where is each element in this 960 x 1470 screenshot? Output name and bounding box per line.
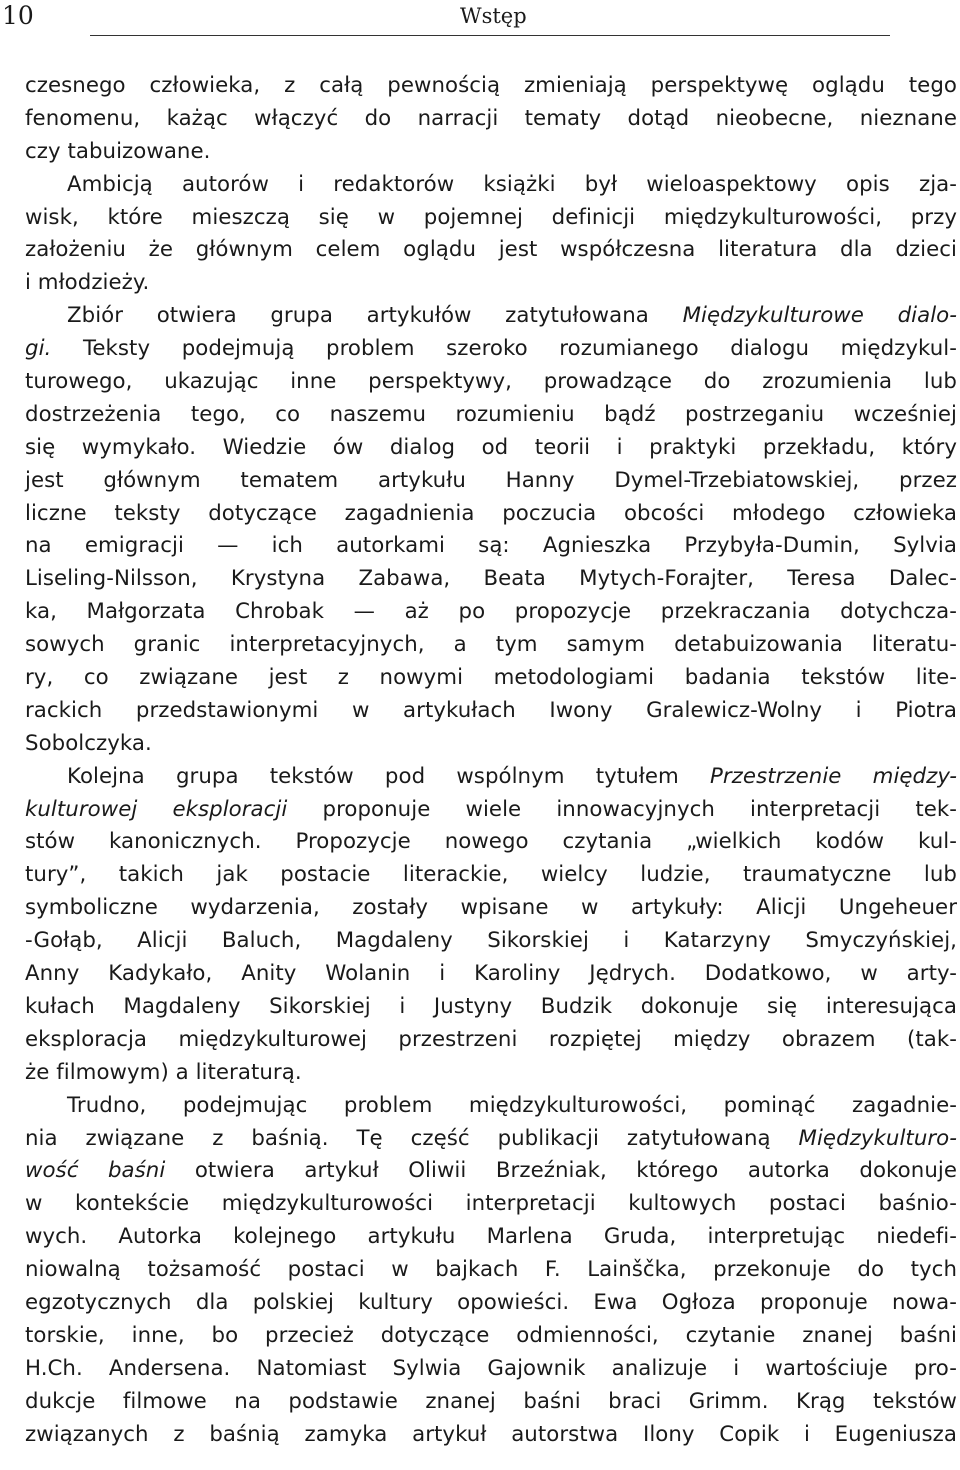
text-segment: że filmowym) a literaturą.	[25, 1059, 302, 1085]
text-line	[25, 465, 957, 498]
text-line	[25, 1353, 957, 1386]
text-line	[25, 958, 957, 991]
text-line	[25, 498, 957, 531]
text-segment: Liseling-Nilsson, Krystyna Zabawa, Beata Mytych-Forajter, Teresa Dalec-	[25, 566, 957, 592]
text-line	[25, 794, 957, 827]
text-segment: nia związane z baśnią. Tę część publikacji zatytułowaną	[25, 1125, 799, 1151]
text-segment: rackich przedstawionymi w artykułach Iwony Gralewicz-Wolny i Piotra	[25, 697, 957, 723]
text-line	[25, 1254, 957, 1287]
text-line	[25, 1123, 957, 1156]
text-segment: Sobolczyka.	[25, 730, 152, 756]
text-segment: wych. Autorka kolejnego artykułu Marlena Gruda, interpretując niedefi-	[25, 1224, 957, 1250]
text-line	[25, 333, 957, 366]
italic-title-text: gi.	[25, 336, 52, 362]
text-segment: Zbiór otwiera grupa artykułów zatytułowana	[67, 303, 683, 329]
text-segment: liczne teksty dotyczące zagadnienia poczucia obcości młodego człowieka	[25, 500, 957, 526]
text-line	[25, 399, 957, 432]
italic-title-text: wość baśni	[25, 1158, 166, 1184]
text-segment: wisk, które mieszczą się w pojemnej definicji międzykulturowości, przy	[25, 204, 957, 230]
text-line	[25, 1287, 957, 1320]
text-line	[25, 728, 957, 761]
text-line	[25, 695, 957, 728]
text-line	[25, 70, 957, 103]
text-line	[25, 103, 957, 136]
text-line	[25, 1024, 957, 1057]
text-line	[25, 662, 957, 695]
text-segment: czesnego człowieka, z całą pewnością zmieniają perspektywę oglądu tego	[25, 73, 957, 98]
text-line	[25, 1057, 957, 1090]
text-segment: -Gołąb, Alicji Baluch, Magdaleny Sikorskiej i Katarzyny Smyczyńskiej,	[25, 928, 957, 954]
text-segment: dukcje filmowe na podstawie znanej baśni braci Grimm. Krąg tekstów	[25, 1388, 957, 1414]
text-line	[25, 563, 957, 596]
text-segment: czy tabuizowane.	[25, 138, 211, 164]
text-line	[25, 366, 957, 399]
text-line	[25, 1419, 957, 1452]
text-segment: Teksty podejmują problem szeroko rozumianego dialogu międzykul-	[51, 336, 957, 362]
text-segment: i młodzieży.	[25, 270, 150, 296]
text-line	[25, 892, 957, 925]
text-line	[25, 761, 957, 794]
page-number: 10	[2, 1, 34, 30]
text-segment: symboliczne wydarzenia, zostały wpisane w artykuły: Alicji Ungeheuer	[25, 895, 957, 921]
text-line	[25, 267, 957, 300]
text-segment: dostrzeżenia tego, co naszemu rozumieniu bądź postrzeganiu wcześniej	[25, 401, 957, 427]
text-line	[25, 826, 957, 859]
italic-title-text: kulturowej eksploracji	[25, 796, 288, 822]
text-segment: Kolejna grupa tekstów pod wspólnym tytułem	[67, 763, 710, 789]
text-segment: jest głównym tematem artykułu Hanny Dymel-Trzebiatowskiej, przez	[25, 467, 957, 493]
text-segment: tury”, takich jak postacie literackie, wielcy ludzie, traumatyczne lub	[25, 862, 957, 888]
header-rule	[90, 35, 890, 36]
text-segment: związanych z baśnią zamyka artykuł autorstwa Ilony Copik i Eugeniusza	[25, 1421, 957, 1447]
text-line	[25, 202, 957, 235]
text-segment: stów kanonicznych. Propozycje nowego czytania „wielkich kodów kul-	[25, 829, 957, 855]
text-line	[25, 234, 957, 267]
running-header	[0, 0, 960, 40]
text-segment: sowych granic interpretacyjnych, a tym samym detabuizowania literatu-	[25, 632, 957, 658]
text-segment: ka, Małgorzata Chrobak — aż po propozycje przekraczania dotychcza-	[25, 599, 957, 625]
text-segment: Trudno, podejmując problem międzykulturowości, pominąć zagadnie-	[67, 1092, 957, 1118]
text-line	[25, 1155, 957, 1188]
text-segment: eksploracja międzykulturowej przestrzeni rozpiętej między obrazem (tak-	[25, 1026, 957, 1052]
text-line	[25, 300, 957, 333]
text-segment: niowalną tożsamość postaci w bajkach F. Lainščka, przekonuje do tych	[25, 1257, 957, 1283]
text-segment: H.Ch. Andersena. Natomiast Sylwia Gajownik analizuje i wartościuje pro-	[25, 1355, 957, 1381]
text-segment: otwiera artykuł Oliwii Brzeźniak, którego autorka dokonuje	[165, 1158, 957, 1184]
italic-title-text: Międzykulturowe dialo-	[682, 303, 957, 329]
text-segment: torskie, inne, bo przecież dotyczące odmienności, czytanie znanej baśni	[25, 1322, 957, 1348]
text-segment: turowego, ukazując inne perspektywy, prowadzące do zrozumienia lub	[25, 369, 957, 395]
text-segment: w kontekście międzykulturowości interpretacji kultowych postaci baśnio-	[25, 1191, 957, 1217]
text-line	[25, 991, 957, 1024]
text-segment: Anny Kadykało, Anity Wolanin i Karoliny Jędrych. Dodatkowo, w arty-	[25, 961, 957, 987]
text-segment: ry, co związane jest z nowymi metodologiami badania tekstów lite-	[25, 665, 957, 691]
text-line	[25, 432, 957, 465]
text-line	[25, 1188, 957, 1221]
italic-title-text: Międzykulturo-	[798, 1125, 957, 1151]
text-line	[25, 1386, 957, 1419]
text-line	[25, 859, 957, 892]
text-line	[25, 1090, 957, 1123]
text-segment: się wymykało. Wiedzie ów dialog od teorii i praktyki przekładu, który	[25, 434, 957, 460]
text-segment: kułach Magdaleny Sikorskiej i Justyny Budzik dokonuje się interesująca	[25, 993, 957, 1019]
text-line	[25, 629, 957, 662]
chapter-title: Wstęp	[460, 4, 527, 28]
body-text	[25, 70, 957, 1451]
text-segment: Ambicją autorów i redaktorów książki był wieloaspektowy opis zja-	[67, 171, 957, 197]
text-line	[25, 169, 957, 202]
text-segment: egzotycznych dla polskiej kultury opowieści. Ewa Ogłoza proponuje nowa-	[25, 1289, 957, 1315]
text-segment: na emigracji — ich autorkami są: Agnieszka Przybyła-Dumin, Sylvia	[25, 533, 957, 559]
text-line	[25, 596, 957, 629]
text-line	[25, 1221, 957, 1254]
text-line	[25, 1320, 957, 1353]
text-segment: założeniu że głównym celem oglądu jest współczesna literatura dla dzieci	[25, 237, 957, 263]
text-segment: proponuje wiele innowacyjnych interpretacji tek-	[287, 796, 957, 822]
italic-title-text: Przestrzenie między-	[709, 763, 957, 789]
text-line	[25, 136, 957, 169]
text-segment: fenomenu, każąc włączyć do narracji tematy dotąd nieobecne, nieznane	[25, 105, 957, 131]
text-line	[25, 925, 957, 958]
text-line	[25, 530, 957, 563]
